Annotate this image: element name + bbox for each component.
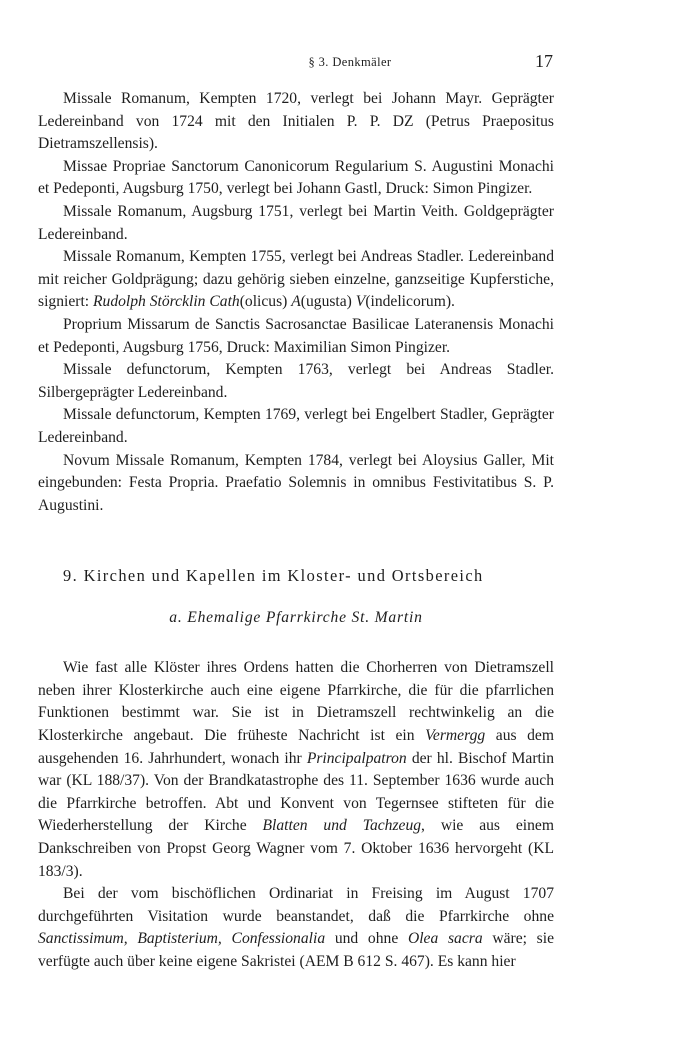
entry-missale-defunctorum-1763: Missale defunctorum, Kempten 1763, verlegt bei Andreas Stadler. Silbergeprägter Ledereinband.: [38, 361, 554, 401]
entry-missale-romanum-1751: Missale Romanum, Augsburg 1751, verlegt bei Martin Veith. Goldgeprägter Ledereinband.: [38, 202, 554, 243]
entry-missale-defunctorum-1769: Missale defunctorum, Kempten 1769, verlegt bei Engelbert Stadler, Geprägter Ledereinband.: [38, 406, 554, 446]
italic-term: Olea sacra: [407, 930, 483, 948]
paragraph-text: , wie aus einem Dankschreiben von Propst Georg Wagner vom 7. Oktober 1636 hervorgeht (KL 183/3).: [38, 817, 554, 880]
subsection-title: Ehemalige Pfarrkirche St. Martin: [187, 609, 423, 627]
abbreviation-expansion: (indelicorum).: [365, 293, 455, 311]
running-header: [0, 52, 700, 72]
paragraph-parish-church-history: [38, 657, 554, 883]
italic-term: Vermergg: [425, 727, 486, 745]
paragraph-text: wäre; sie verfügte auch über keine eigene Sakristei (AEM B 612 S. 467). Es kann hier: [38, 930, 554, 970]
italic-term: Principalpatron: [306, 749, 407, 767]
paragraph-visitation-1707: [38, 883, 554, 973]
paragraph-text: der hl. Bischof Martin war (KL 188/37). Von der Brandkatastrophe des 11. September 1636 wurde auch die Pfarrkirche betroffen. Abt und Konvent von Tegernsee stifteten für die Wiederherstellung der Kirche: [38, 749, 554, 835]
entry-proprium-missarum-1756: Proprium Missarum de Sanctis Sacrosanctae Basilicae Lateranensis Monachi et Pedeponti, Augsburg 1756, Druck: Maximilian Simon Pingizer.: [38, 315, 554, 356]
page-number: 17: [535, 51, 553, 71]
entry-missale-romanum-1755: [38, 246, 554, 314]
paragraph-text: aus dem ausgehenden 16. Jahrhundert, wonach ihr: [38, 727, 554, 767]
italic-term: Blatten und Tachzeug: [262, 817, 422, 835]
running-header-section: § 3. Denkmäler: [308, 55, 392, 69]
subsection-label: a.: [169, 609, 183, 627]
chapter-heading: 9. Kirchen und Kapellen im Kloster- und Ortsbereich: [63, 566, 484, 586]
signature-letter: A: [291, 293, 301, 311]
signature-letter: V: [355, 293, 366, 311]
subsection-heading: [38, 607, 554, 629]
entry-missae-propriae-1750: Missae Propriae Sanctorum Canonicorum Regularium S. Augustini Monachi et Pedeponti, Augsburg 1750, verlegt bei Johann Gastl, Druck: Simon Pingizer.: [38, 157, 554, 198]
main-text: [38, 88, 554, 974]
entry-missale-romanum-1720: Missale Romanum, Kempten 1720, verlegt bei Johann Mayr. Geprägter Ledereinband von 1724 mit den Initialen P. P. DZ (Petrus Praepositus Dietramszellensis).: [38, 90, 554, 153]
entry-novum-missale-1784: Novum Missale Romanum, Kempten 1784, verlegt bei Aloysius Galler, Mit eingebunden: Festa Propria. Praefatio Solemnis in omnibus Festivitatibus S. P. Augustini.: [38, 451, 554, 514]
paragraph-text: Bei der vom bischöflichen Ordinariat in Freising im August 1707 durchgeführten Visitation wurde beanstandet, daß die Pfarrkirche ohne: [38, 885, 554, 925]
italic-term: Sanctissimum, Baptisterium, Confessionalia: [38, 930, 326, 948]
paragraph-text: Wie fast alle Klöster ihres Ordens hatten die Chorherren von Dietramszell neben ihrer Klosterkirche auch eine eigene Pfarrkirche, die für die pfarrlichen Funktionen bestimmt war. Sie ist in Dietramszell rechtwinkelig an die Klosterkirche angebaut. Die früheste Nachricht ist ein: [38, 659, 554, 745]
entry-text: Missale Romanum, Kempten 1755, verlegt bei Andreas Stadler. Ledereinband mit reicher Goldprägung; dazu gehörig sieben einzelne, ganzseitige Kupferstiche, signiert:: [38, 248, 554, 311]
abbreviation-expansion: (olicus): [239, 293, 292, 311]
abbreviation-expansion: (ugusta): [300, 293, 356, 311]
engraver-signature: Rudolph Störcklin Cath: [93, 293, 240, 311]
paragraph-text: und ohne: [325, 930, 408, 948]
